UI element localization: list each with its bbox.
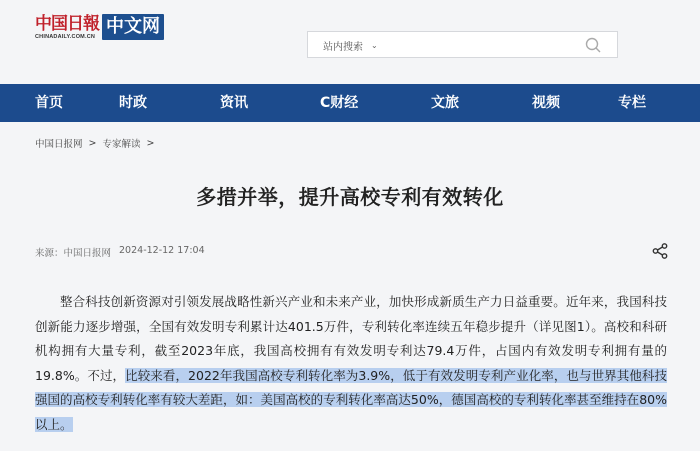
nav-item-home[interactable]: 首页: [35, 95, 63, 111]
logo-box: 中文网: [102, 14, 164, 40]
article-source: 来源：中国日报网: [35, 248, 112, 259]
site-header: [0, 0, 700, 84]
article-date: 2024-12-12 17:04: [119, 245, 205, 256]
search-icon[interactable]: [584, 36, 602, 54]
nav-item-video[interactable]: 视频: [532, 95, 560, 111]
search-scope-select[interactable]: [323, 38, 378, 53]
nav-item-columns[interactable]: 专栏: [618, 95, 646, 111]
logo-chinese: 中国日報: [35, 14, 99, 34]
search-placeholder: 站内搜索: [323, 42, 363, 53]
main-nav: [0, 84, 700, 122]
highlighted-text: 比较来看，2022年我国高校专利转化率为3.9%，低于有效发明专利产业化率，也与世界其他科技强国的高校专利转化率有较大差距，如：美国高校的专利转化率高达50%，德国高校的专利转化率甚至维持在80%以上。: [35, 367, 667, 432]
chevron-down-icon: ⌄: [371, 41, 378, 50]
article-body: [35, 290, 667, 437]
breadcrumb-separator: >: [146, 137, 155, 149]
article-title: 多措并举，提升高校专利有效转化: [196, 185, 504, 209]
breadcrumb-separator: >: [88, 137, 97, 149]
breadcrumb-section[interactable]: 专家解读: [102, 139, 141, 150]
breadcrumb-home[interactable]: 中国日报网: [35, 139, 83, 150]
article-paragraph: [35, 290, 667, 437]
article-meta: [35, 245, 205, 259]
site-logo[interactable]: [35, 14, 164, 44]
nav-item-politics[interactable]: 时政: [119, 95, 147, 111]
logo-text-group: [35, 14, 99, 40]
nav-item-news[interactable]: 资讯: [220, 95, 248, 111]
search-box[interactable]: [307, 31, 618, 58]
nav-item-finance[interactable]: C财经: [320, 95, 359, 111]
share-icon[interactable]: [651, 242, 669, 260]
nav-item-culture-travel[interactable]: 文旅: [431, 95, 459, 111]
logo-url: CHINADAILY.COM.CN: [35, 34, 96, 40]
paragraph-text: 整合科技创新资源对引领发展战略性新兴产业和未来产业，加快形成新质生产力日益重要。近年来，我国科技创新能力逐步增强，全国有效发明专利累计达401.5万件，专利转化率连续五年稳步提升（详见图1）。高校和科研机构拥有大量专利，截至2023年底，我国高校拥有有效发明专利达79.4万件，占国内有效发明专利拥有量的19.8%。不过，: [35, 294, 667, 383]
breadcrumb: [35, 136, 154, 150]
